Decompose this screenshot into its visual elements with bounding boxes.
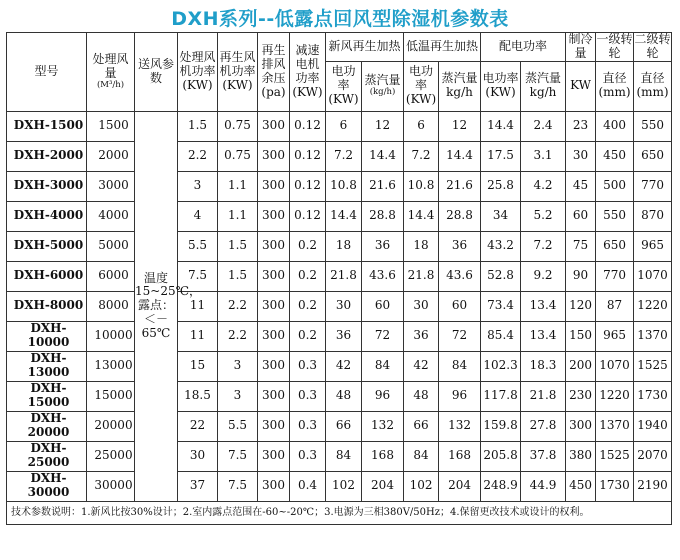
cell-low_e: 66 bbox=[404, 411, 439, 441]
cell-model: DXH-30000 bbox=[7, 471, 87, 501]
cell-low_s: 28.8 bbox=[439, 201, 481, 231]
cell-pressure: 300 bbox=[258, 111, 290, 141]
cell-regen: 2.2 bbox=[218, 291, 258, 321]
cell-d2: 2070 bbox=[634, 441, 672, 471]
cell-fresh_e: 18 bbox=[326, 231, 362, 261]
cell-dist_e: 34 bbox=[481, 201, 521, 231]
cell-dist_e: 14.4 bbox=[481, 111, 521, 141]
cell-fan: 7.5 bbox=[178, 261, 218, 291]
cell-fresh_s: 14.4 bbox=[362, 141, 404, 171]
cell-fan: 30 bbox=[178, 441, 218, 471]
cell-d1: 1220 bbox=[596, 381, 634, 411]
cell-air: 5000 bbox=[87, 231, 135, 261]
header-dist-steam: 蒸汽量 kg/h bbox=[521, 61, 566, 111]
cell-air: 15000 bbox=[87, 381, 135, 411]
table-row bbox=[7, 141, 672, 171]
cell-fresh_e: 66 bbox=[326, 411, 362, 441]
cell-air: 25000 bbox=[87, 441, 135, 471]
cell-air: 1500 bbox=[87, 111, 135, 141]
cell-low_e: 10.8 bbox=[404, 171, 439, 201]
cell-d1: 1370 bbox=[596, 411, 634, 441]
header-kw: KW bbox=[566, 61, 596, 111]
cell-low_e: 36 bbox=[404, 321, 439, 351]
cell-dist_s: 13.4 bbox=[521, 321, 566, 351]
cell-dist_e: 25.8 bbox=[481, 171, 521, 201]
cell-dist_s: 21.8 bbox=[521, 381, 566, 411]
cell-regen: 0.75 bbox=[218, 141, 258, 171]
cell-d1: 1730 bbox=[596, 471, 634, 501]
header-pulley1: 一级转轮 bbox=[596, 32, 633, 60]
cell-fresh_e: 102 bbox=[326, 471, 362, 501]
cell-motor: 0.12 bbox=[290, 111, 326, 141]
cell-motor: 0.4 bbox=[290, 471, 326, 501]
cell-regen: 1.5 bbox=[218, 261, 258, 291]
cell-motor: 0.12 bbox=[290, 201, 326, 231]
cell-model: DXH-6000 bbox=[7, 261, 87, 291]
cell-d1: 650 bbox=[596, 231, 634, 261]
cell-fresh_s: 96 bbox=[362, 381, 404, 411]
header-low-steam: 蒸汽量 kg/h bbox=[439, 61, 481, 111]
cell-d1: 1525 bbox=[596, 441, 634, 471]
cell-dist_s: 44.9 bbox=[521, 471, 566, 501]
cell-d1: 965 bbox=[596, 321, 634, 351]
cell-d2: 1940 bbox=[634, 411, 672, 441]
cell-cool: 450 bbox=[566, 471, 596, 501]
supply-params-value: 温度15~25℃，露点：＜－65℃ bbox=[135, 111, 178, 501]
cell-cool: 120 bbox=[566, 291, 596, 321]
cell-dist_s: 5.2 bbox=[521, 201, 566, 231]
cell-dist_s: 37.8 bbox=[521, 441, 566, 471]
cell-motor: 0.3 bbox=[290, 381, 326, 411]
cell-pressure: 300 bbox=[258, 201, 290, 231]
cell-motor: 0.2 bbox=[290, 291, 326, 321]
cell-d2: 965 bbox=[634, 231, 672, 261]
cell-fresh_e: 10.8 bbox=[326, 171, 362, 201]
cell-fresh_e: 6 bbox=[326, 111, 362, 141]
cell-fan: 18.5 bbox=[178, 381, 218, 411]
cell-low_e: 18 bbox=[404, 231, 439, 261]
table-row bbox=[7, 231, 672, 261]
cell-cool: 75 bbox=[566, 231, 596, 261]
cell-cool: 380 bbox=[566, 441, 596, 471]
cell-fresh_s: 72 bbox=[362, 321, 404, 351]
cell-low_e: 14.4 bbox=[404, 201, 439, 231]
cell-d2: 650 bbox=[634, 141, 672, 171]
table-row bbox=[7, 381, 672, 411]
cell-low_e: 30 bbox=[404, 291, 439, 321]
table-row bbox=[7, 351, 672, 381]
cell-fan: 3 bbox=[178, 171, 218, 201]
cell-d1: 770 bbox=[596, 261, 634, 291]
header-pulley2: 二级转轮 bbox=[634, 32, 671, 60]
cell-fresh_s: 84 bbox=[362, 351, 404, 381]
cell-dist_e: 205.8 bbox=[481, 441, 521, 471]
cell-dist_s: 18.3 bbox=[521, 351, 566, 381]
cell-cool: 230 bbox=[566, 381, 596, 411]
cell-regen: 3 bbox=[218, 351, 258, 381]
cell-fresh_s: 204 bbox=[362, 471, 404, 501]
cell-cool: 90 bbox=[566, 261, 596, 291]
header-air-volume: 处理风量 (M³/h) bbox=[87, 33, 135, 112]
cell-low_s: 43.6 bbox=[439, 261, 481, 291]
spec-table bbox=[6, 32, 672, 525]
cell-low_e: 102 bbox=[404, 471, 439, 501]
cell-pressure: 300 bbox=[258, 261, 290, 291]
cell-low_e: 7.2 bbox=[404, 141, 439, 171]
cell-pressure: 300 bbox=[258, 171, 290, 201]
cell-low_e: 42 bbox=[404, 351, 439, 381]
cell-low_e: 84 bbox=[404, 441, 439, 471]
header-diameter2: 直径 (mm) bbox=[634, 61, 672, 111]
cell-d2: 870 bbox=[634, 201, 672, 231]
cell-dist_e: 73.4 bbox=[481, 291, 521, 321]
cell-cool: 200 bbox=[566, 351, 596, 381]
cell-cool: 23 bbox=[566, 111, 596, 141]
cell-fresh_e: 48 bbox=[326, 381, 362, 411]
table-row bbox=[7, 471, 672, 501]
cell-pressure: 300 bbox=[258, 471, 290, 501]
cell-d1: 1070 bbox=[596, 351, 634, 381]
cell-low_s: 72 bbox=[439, 321, 481, 351]
cell-d2: 1730 bbox=[634, 381, 672, 411]
header-fan-power: 处理风机功率 (KW) bbox=[178, 33, 218, 112]
cell-fresh_e: 84 bbox=[326, 441, 362, 471]
cell-model: DXH-25000 bbox=[7, 441, 87, 471]
cell-cool: 30 bbox=[566, 141, 596, 171]
header-low-elec: 电功率 (KW) bbox=[404, 61, 439, 111]
header-diameter1: 直径 (mm) bbox=[596, 61, 634, 111]
cell-dist_e: 43.2 bbox=[481, 231, 521, 261]
cell-pressure: 300 bbox=[258, 231, 290, 261]
cell-air: 30000 bbox=[87, 471, 135, 501]
cell-pressure: 300 bbox=[258, 381, 290, 411]
cell-low_s: 14.4 bbox=[439, 141, 481, 171]
cell-cool: 150 bbox=[566, 321, 596, 351]
cell-fresh_e: 36 bbox=[326, 321, 362, 351]
cell-dist_e: 117.8 bbox=[481, 381, 521, 411]
cell-low_e: 6 bbox=[404, 111, 439, 141]
cell-dist_e: 85.4 bbox=[481, 321, 521, 351]
cell-motor: 0.3 bbox=[290, 441, 326, 471]
cell-fresh_s: 168 bbox=[362, 441, 404, 471]
cell-d2: 770 bbox=[634, 171, 672, 201]
cell-low_s: 132 bbox=[439, 411, 481, 441]
cell-dist_e: 159.8 bbox=[481, 411, 521, 441]
cell-cool: 45 bbox=[566, 171, 596, 201]
cell-regen: 2.2 bbox=[218, 321, 258, 351]
cell-d1: 550 bbox=[596, 201, 634, 231]
header-dist-elec: 电功率 (KW) bbox=[481, 61, 521, 111]
cell-regen: 7.5 bbox=[218, 441, 258, 471]
cell-low_s: 21.6 bbox=[439, 171, 481, 201]
cell-fresh_s: 60 bbox=[362, 291, 404, 321]
table-row bbox=[7, 411, 672, 441]
table-row bbox=[7, 321, 672, 351]
cell-low_s: 204 bbox=[439, 471, 481, 501]
cell-fan: 1.5 bbox=[178, 111, 218, 141]
cell-model: DXH-4000 bbox=[7, 201, 87, 231]
cell-dist_e: 52.8 bbox=[481, 261, 521, 291]
cell-model: DXH-10000 bbox=[7, 321, 87, 351]
header-fresh-elec: 电功率 (KW) bbox=[326, 61, 362, 111]
cell-fresh_e: 21.8 bbox=[326, 261, 362, 291]
cell-dist_e: 102.3 bbox=[481, 351, 521, 381]
cell-regen: 1.1 bbox=[218, 171, 258, 201]
cell-model: DXH-8000 bbox=[7, 291, 87, 321]
cell-pressure: 300 bbox=[258, 321, 290, 351]
cell-dist_s: 3.1 bbox=[521, 141, 566, 171]
cell-model: DXH-2000 bbox=[7, 141, 87, 171]
header-low-temp-regen: 低温再生加热 bbox=[404, 33, 481, 62]
cell-air: 2000 bbox=[87, 141, 135, 171]
table-row bbox=[7, 171, 672, 201]
cell-d1: 450 bbox=[596, 141, 634, 171]
cell-regen: 3 bbox=[218, 381, 258, 411]
cell-dist_e: 17.5 bbox=[481, 141, 521, 171]
cell-dist_s: 9.2 bbox=[521, 261, 566, 291]
header-regen-pressure: 再生排风余压 (pa) bbox=[258, 33, 290, 112]
cell-fresh_e: 7.2 bbox=[326, 141, 362, 171]
cell-pressure: 300 bbox=[258, 141, 290, 171]
cell-dist_s: 27.8 bbox=[521, 411, 566, 441]
cell-d2: 1220 bbox=[634, 291, 672, 321]
cell-fan: 4 bbox=[178, 201, 218, 231]
cell-fresh_e: 42 bbox=[326, 351, 362, 381]
table-row bbox=[7, 111, 672, 141]
cell-air: 10000 bbox=[87, 321, 135, 351]
cell-regen: 5.5 bbox=[218, 411, 258, 441]
cell-fresh_s: 28.8 bbox=[362, 201, 404, 231]
cell-fan: 22 bbox=[178, 411, 218, 441]
cell-model: DXH-1500 bbox=[7, 111, 87, 141]
cell-fan: 5.5 bbox=[178, 231, 218, 261]
page-title: DXH系列--低露点回风型除湿机参数表 bbox=[171, 8, 509, 30]
cell-cool: 60 bbox=[566, 201, 596, 231]
cell-fan: 37 bbox=[178, 471, 218, 501]
header-fresh-regen: 新风再生加热 bbox=[326, 33, 404, 62]
table-row bbox=[7, 291, 672, 321]
header-regen-fan-power: 再生风机功率 (KW) bbox=[218, 33, 258, 112]
cell-dist_s: 2.4 bbox=[521, 111, 566, 141]
cell-fresh_s: 12 bbox=[362, 111, 404, 141]
cell-low_s: 96 bbox=[439, 381, 481, 411]
cell-d2: 2190 bbox=[634, 471, 672, 501]
cell-fan: 11 bbox=[178, 321, 218, 351]
cell-model: DXH-5000 bbox=[7, 231, 87, 261]
cell-fan: 15 bbox=[178, 351, 218, 381]
cell-fresh_s: 36 bbox=[362, 231, 404, 261]
cell-low_s: 84 bbox=[439, 351, 481, 381]
cell-fresh_e: 14.4 bbox=[326, 201, 362, 231]
cell-low_e: 48 bbox=[404, 381, 439, 411]
header-model: 型号 bbox=[7, 33, 87, 112]
cell-air: 3000 bbox=[87, 171, 135, 201]
header-fresh-steam: 蒸汽量 (kg/h) bbox=[362, 61, 404, 111]
cell-d2: 550 bbox=[634, 111, 672, 141]
cell-air: 8000 bbox=[87, 291, 135, 321]
cell-regen: 7.5 bbox=[218, 471, 258, 501]
cell-d2: 1370 bbox=[634, 321, 672, 351]
cell-fresh_s: 132 bbox=[362, 411, 404, 441]
cell-low_s: 12 bbox=[439, 111, 481, 141]
cell-motor: 0.12 bbox=[290, 171, 326, 201]
cell-motor: 0.2 bbox=[290, 261, 326, 291]
cell-dist_e: 248.9 bbox=[481, 471, 521, 501]
cell-d2: 1525 bbox=[634, 351, 672, 381]
header-power-distribution: 配电功率 bbox=[481, 33, 566, 62]
cell-pressure: 300 bbox=[258, 291, 290, 321]
cell-pressure: 300 bbox=[258, 351, 290, 381]
cell-dist_s: 13.4 bbox=[521, 291, 566, 321]
table-row bbox=[7, 261, 672, 291]
cell-fresh_s: 21.6 bbox=[362, 171, 404, 201]
spec-note: 技术参数说明：1.新风比按30%设计；2.室内露点范围在-60~-20℃；3.电源为三相380V/50Hz；4.保留更改技术或设计的权利。 bbox=[7, 501, 672, 524]
cell-regen: 0.75 bbox=[218, 111, 258, 141]
cell-cool: 300 bbox=[566, 411, 596, 441]
cell-d1: 400 bbox=[596, 111, 634, 141]
cell-fresh_e: 30 bbox=[326, 291, 362, 321]
cell-air: 6000 bbox=[87, 261, 135, 291]
header-motor-power: 减速电机功率 (KW) bbox=[290, 33, 326, 112]
cell-d2: 1070 bbox=[634, 261, 672, 291]
cell-fan: 2.2 bbox=[178, 141, 218, 171]
cell-fan: 11 bbox=[178, 291, 218, 321]
cell-fresh_s: 43.6 bbox=[362, 261, 404, 291]
cell-motor: 0.2 bbox=[290, 321, 326, 351]
cell-motor: 0.12 bbox=[290, 141, 326, 171]
cell-low_s: 168 bbox=[439, 441, 481, 471]
cell-model: DXH-20000 bbox=[7, 411, 87, 441]
cell-dist_s: 7.2 bbox=[521, 231, 566, 261]
cell-d1: 87 bbox=[596, 291, 634, 321]
header-supply-params: 送风参数 bbox=[135, 33, 178, 112]
cell-model: DXH-3000 bbox=[7, 171, 87, 201]
cell-motor: 0.3 bbox=[290, 351, 326, 381]
table-row bbox=[7, 201, 672, 231]
cell-motor: 0.2 bbox=[290, 231, 326, 261]
cell-d1: 500 bbox=[596, 171, 634, 201]
cell-model: DXH-13000 bbox=[7, 351, 87, 381]
cell-model: DXH-15000 bbox=[7, 381, 87, 411]
table-row bbox=[7, 441, 672, 471]
cell-air: 4000 bbox=[87, 201, 135, 231]
cell-air: 20000 bbox=[87, 411, 135, 441]
cell-pressure: 300 bbox=[258, 441, 290, 471]
cell-regen: 1.1 bbox=[218, 201, 258, 231]
header-cooling: 制冷量 bbox=[566, 33, 596, 62]
cell-dist_s: 4.2 bbox=[521, 171, 566, 201]
cell-low_s: 36 bbox=[439, 231, 481, 261]
cell-air: 13000 bbox=[87, 351, 135, 381]
cell-pressure: 300 bbox=[258, 411, 290, 441]
cell-regen: 1.5 bbox=[218, 231, 258, 261]
cell-low_e: 21.8 bbox=[404, 261, 439, 291]
cell-motor: 0.3 bbox=[290, 411, 326, 441]
cell-low_s: 60 bbox=[439, 291, 481, 321]
